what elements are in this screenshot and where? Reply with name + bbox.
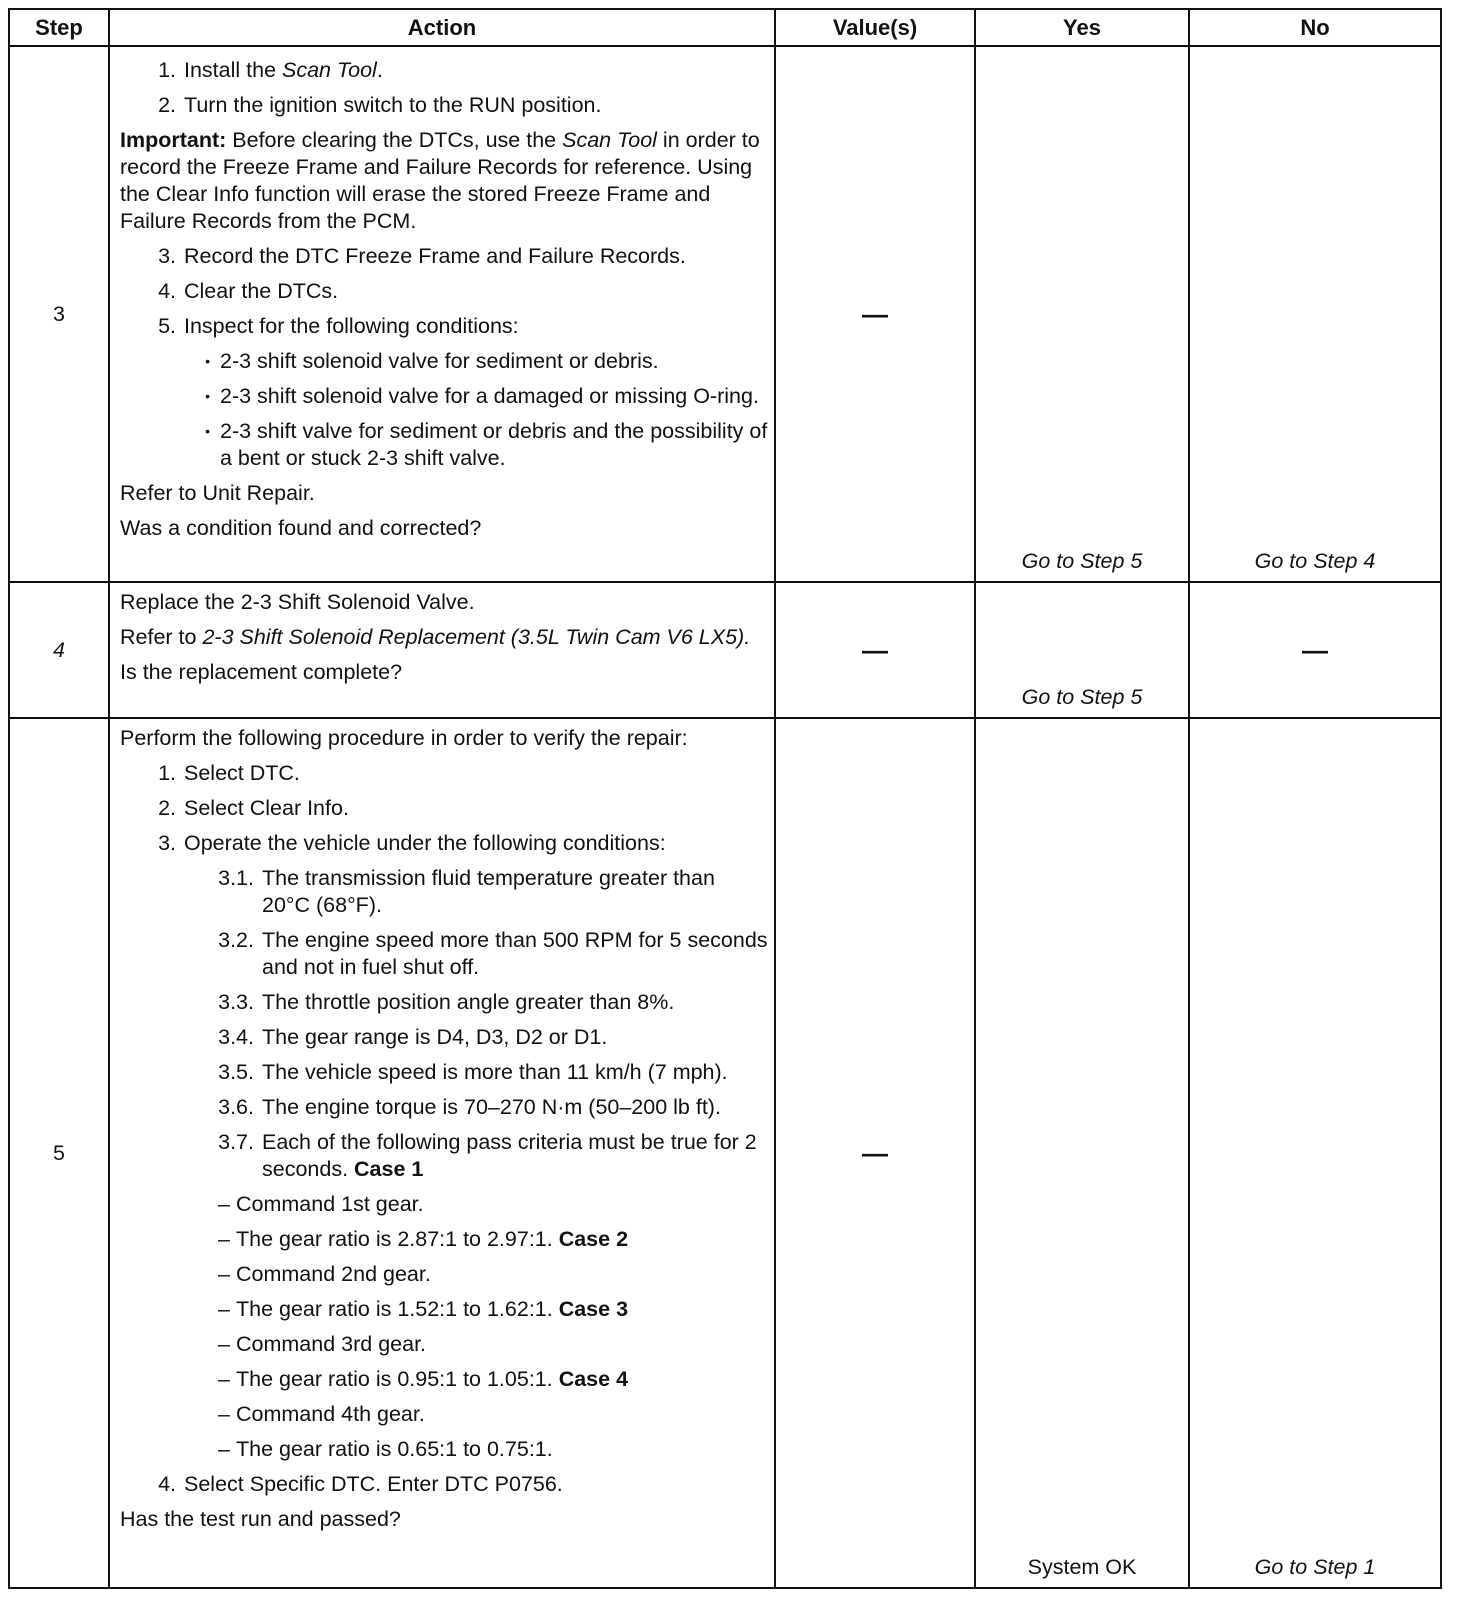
action-step: 1. Select DTC.	[158, 761, 300, 785]
header-no: No	[1189, 9, 1441, 46]
action-step: 5. Inspect for the following conditions:	[158, 314, 519, 338]
condition-item: 3.2. The engine speed more than 500 RPM for 5 seconds and not in fuel shut off.	[218, 928, 768, 979]
criteria-item: – The gear ratio is 1.52:1 to 1.62:1. Case 3	[120, 1296, 768, 1323]
action-step: 1. Install the Scan Tool.	[158, 58, 383, 82]
dash-icon: –	[218, 1402, 230, 1426]
table-header-row	[9, 9, 1441, 46]
question-text: Has the test run and passed?	[120, 1507, 401, 1531]
step-number: 3	[9, 46, 109, 582]
dash-icon: –	[218, 1262, 230, 1286]
important-note: Important: Before clearing the DTCs, use the Scan Tool in order to record the Freeze Frame and Failure Records for reference. Using the Clear Info function will erase the stored Freeze Frame and Failure Records from the PCM.	[120, 128, 760, 233]
condition-bullet: • 2-3 shift valve for sediment or debris and the possibility of a bent or stuck 2-3 shift valve.	[120, 418, 768, 472]
dash-icon: –	[218, 1367, 230, 1391]
condition-item: 3.3. The throttle position angle greater than 8%.	[218, 990, 675, 1014]
condition-item: 3.4. The gear range is D4, D3, D2 or D1.	[218, 1025, 608, 1049]
condition-bullet: • 2-3 shift solenoid valve for sediment or debris.	[120, 348, 768, 375]
criteria-item: – Command 2nd gear.	[120, 1261, 768, 1288]
yes-cell: Go to Step 5	[975, 582, 1189, 718]
condition-item: 3.7. Each of the following pass criteria must be true for 2 seconds. Case 1	[218, 1130, 757, 1181]
case-label: Case 3	[558, 1297, 629, 1321]
table-row-step-5	[9, 718, 1441, 1588]
diagnostic-table	[8, 8, 1442, 1589]
action-step: 4. Select Specific DTC. Enter DTC P0756.	[158, 1472, 563, 1496]
procedure-link: 2-3 Shift Solenoid Replacement (3.5L Twin Cam V6 LX5).	[202, 625, 751, 649]
criteria-item: – The gear ratio is 0.95:1 to 1.05:1. Case 4	[120, 1366, 768, 1393]
value-cell: —	[775, 582, 975, 718]
bullet-icon: •	[205, 353, 210, 369]
action-step: 2. Select Clear Info.	[158, 796, 349, 820]
dash-icon: –	[218, 1227, 230, 1251]
case-label: Case 4	[558, 1367, 629, 1391]
diagnostic-table-sheet	[8, 8, 1440, 1589]
yes-cell: Go to Step 5	[975, 46, 1189, 582]
step-number: 5	[9, 718, 109, 1588]
case-label: Case 2	[558, 1227, 629, 1251]
dash-icon: –	[218, 1297, 230, 1321]
table-row-step-3	[9, 46, 1441, 582]
condition-item: 3.1. The transmission fluid temperature greater than 20°C (68°F).	[218, 866, 715, 917]
action-cell	[109, 46, 775, 582]
no-cell: Go to Step 1	[1189, 718, 1441, 1588]
case-label: Case 1	[354, 1157, 424, 1181]
criteria-item: – The gear ratio is 2.87:1 to 2.97:1. Case 2	[120, 1226, 768, 1253]
question-text: Was a condition found and corrected?	[120, 516, 482, 540]
question-text: Is the replacement complete?	[120, 660, 403, 684]
header-yes: Yes	[975, 9, 1189, 46]
header-values: Value(s)	[775, 9, 975, 46]
condition-item: 3.6. The engine torque is 70–270 N·m (50–200 lb ft).	[218, 1095, 721, 1119]
criteria-item: – Command 1st gear.	[120, 1191, 768, 1218]
condition-item: 3.5. The vehicle speed is more than 11 km/h (7 mph).	[218, 1060, 728, 1084]
header-action: Action	[109, 9, 775, 46]
dash-icon: –	[218, 1192, 230, 1216]
no-cell: —	[1189, 582, 1441, 718]
criteria-item: – Command 3rd gear.	[120, 1331, 768, 1358]
header-step: Step	[9, 9, 109, 46]
step-number: 4	[9, 582, 109, 718]
refer-text: Refer to 2-3 Shift Solenoid Replacement (3.5L Twin Cam V6 LX5).	[120, 625, 751, 649]
value-cell: —	[775, 46, 975, 582]
value-cell: —	[775, 718, 975, 1588]
bullet-icon: •	[205, 423, 210, 439]
action-cell: Replace the 2-3 Shift Solenoid Valve. Refer to 2-3 Shift Solenoid Replacement (3.5L Twin Cam V6 LX5). Is the replacement complete?	[109, 582, 775, 718]
action-cell: Perform the following procedure in order to verify the repair: 1. Select DTC. 2. Select Clear Info. 3. Operate the vehicle under the following conditions: 3.1. The transmission fluid temperature greater than 20°C (68°F). 3.2. The engine speed more than 500 RPM for 5 seconds and not in fuel shut off. 3.3. The throttle position angle greater than 8%. 3.4. The gear range is D4, D3, D2 or D1. 3.5. The vehicle speed is more than 11 km/h (7 mph). 3.6. The engine torque is 70–270 N·m (50–200 lb ft). 3.7. Each of the following pass criteria must be true for 2 seconds. Case 1 – Command 1st gear. – The gear ratio is 2.87:1 to 2.97:1. Case 2 – Command 2nd gear. – The gear ratio is 1.52:1 to 1.62:1. Case 3 – Command 3rd gear. – The gear ratio is 0.95:1 to 1.05:1. Case 4 – Command 4th gear. – The gear ratio is 0.65:1 to 0.75:1. 4. Select Specific DTC. Enter DTC P0756. Has the test run and passed?	[109, 718, 775, 1588]
bullet-icon: •	[205, 388, 210, 404]
condition-bullet: • 2-3 shift solenoid valve for a damaged or missing O-ring.	[120, 383, 768, 410]
action-step: 3. Operate the vehicle under the following conditions:	[158, 831, 666, 855]
criteria-item: – Command 4th gear.	[120, 1401, 768, 1428]
action-step: 4. Clear the DTCs.	[158, 279, 339, 303]
dash-icon: –	[218, 1332, 230, 1356]
no-cell: Go to Step 4	[1189, 46, 1441, 582]
yes-cell: System OK	[975, 718, 1189, 1588]
criteria-item: – The gear ratio is 0.65:1 to 0.75:1.	[120, 1436, 768, 1463]
table-row-step-4	[9, 582, 1441, 718]
action-step: 2. Turn the ignition switch to the RUN position.	[158, 93, 602, 117]
action-step: 3. Record the DTC Freeze Frame and Failure Records.	[158, 244, 686, 268]
dash-icon: –	[218, 1437, 230, 1461]
refer-text: Refer to Unit Repair.	[120, 481, 315, 505]
scan-tool-ref: Scan Tool	[282, 58, 377, 82]
